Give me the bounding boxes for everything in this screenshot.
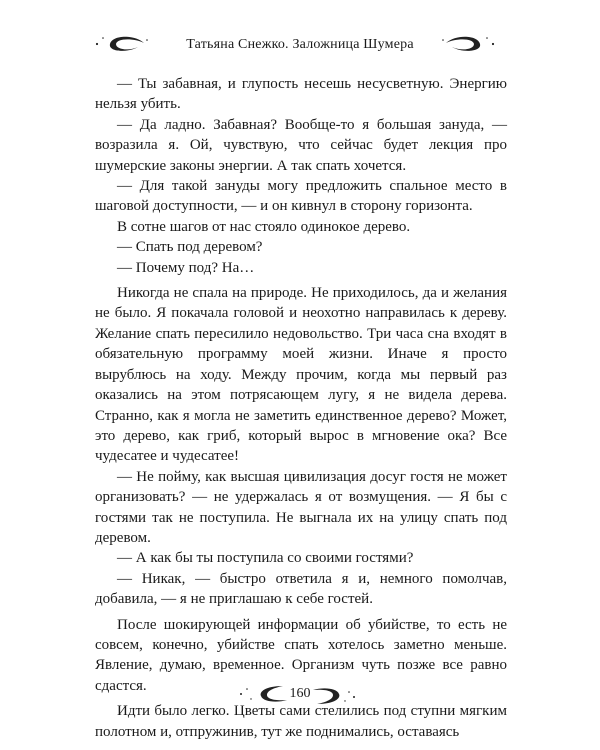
paragraph: — Никак, — быстро ответила я и, немного помолчав, добавила, — я не приглашаю к себе гостей. xyxy=(95,570,507,608)
paragraph: — Почему под? На… xyxy=(117,259,255,276)
paragraph: — Да ладно. Забавная? Вообще-то я большая зануда, — возразила я. Ой, чувствую, что сейчас будет лекция про шумерские законы энергии. А так спать хочется. xyxy=(95,116,507,174)
paragraph: — Для такой зануды могу предложить спальное место в шаговой доступности, — и он кивнул в сторону горизонта. xyxy=(95,178,507,215)
page-number: 160 xyxy=(289,686,311,701)
paragraph: — Спать под деревом? xyxy=(117,239,263,256)
paragraph: В сотне шагов от нас стояло одинокое дерево. xyxy=(117,218,411,235)
paragraph: — А как бы ты поступила со своими гостями? xyxy=(117,550,414,567)
running-header-title: Татьяна Снежко. Заложница Шумера xyxy=(186,37,414,52)
page-body-text xyxy=(95,74,507,742)
paragraph: После шокирующей информации об убийстве, то есть не совсем, конечно, убийстве спать хотелось заметно меньше. Явление, думаю, временное. Организм чуть позже все равно сдастся. xyxy=(95,616,507,694)
paragraph: Никогда не спала на природе. Не приходилось, да и желания не было. Я покачала головой и неохотно направилась к дереву. Желание спать пересилило недовольство. Три часа сна входят в обязательную программу моей жизни. Иначе я просто вырублюсь на ходу. Между прочим, когда мы первый раз оказались на этом потрясающем лугу, я не видела дерева. Странно, как я могла не заметить единственное дерево? Может, это дерево, как гриб, который вырос в мгновение ока? Все чудесатее и чудесатее! xyxy=(95,285,507,465)
paragraph: — Ты забавная, и глупость несешь несусветную. Энергию нельзя убить. xyxy=(95,76,507,113)
swirl-ornament-icon xyxy=(94,32,150,56)
paragraph: — Не пойму, как высшая цивилизация досуг гостя не может организовать? — не удержалась я от возмущения. — Я бы с гостями так не поступила. Не выгнала их на улицу спать под деревом. xyxy=(95,468,507,546)
swirl-ornament-icon xyxy=(440,32,496,56)
paragraph: Идти было легко. Цветы сами стелились под ступни мягким полотном и, отпружинив, тут же поднимались, оставаясь xyxy=(95,703,507,740)
page-footer xyxy=(235,680,365,710)
